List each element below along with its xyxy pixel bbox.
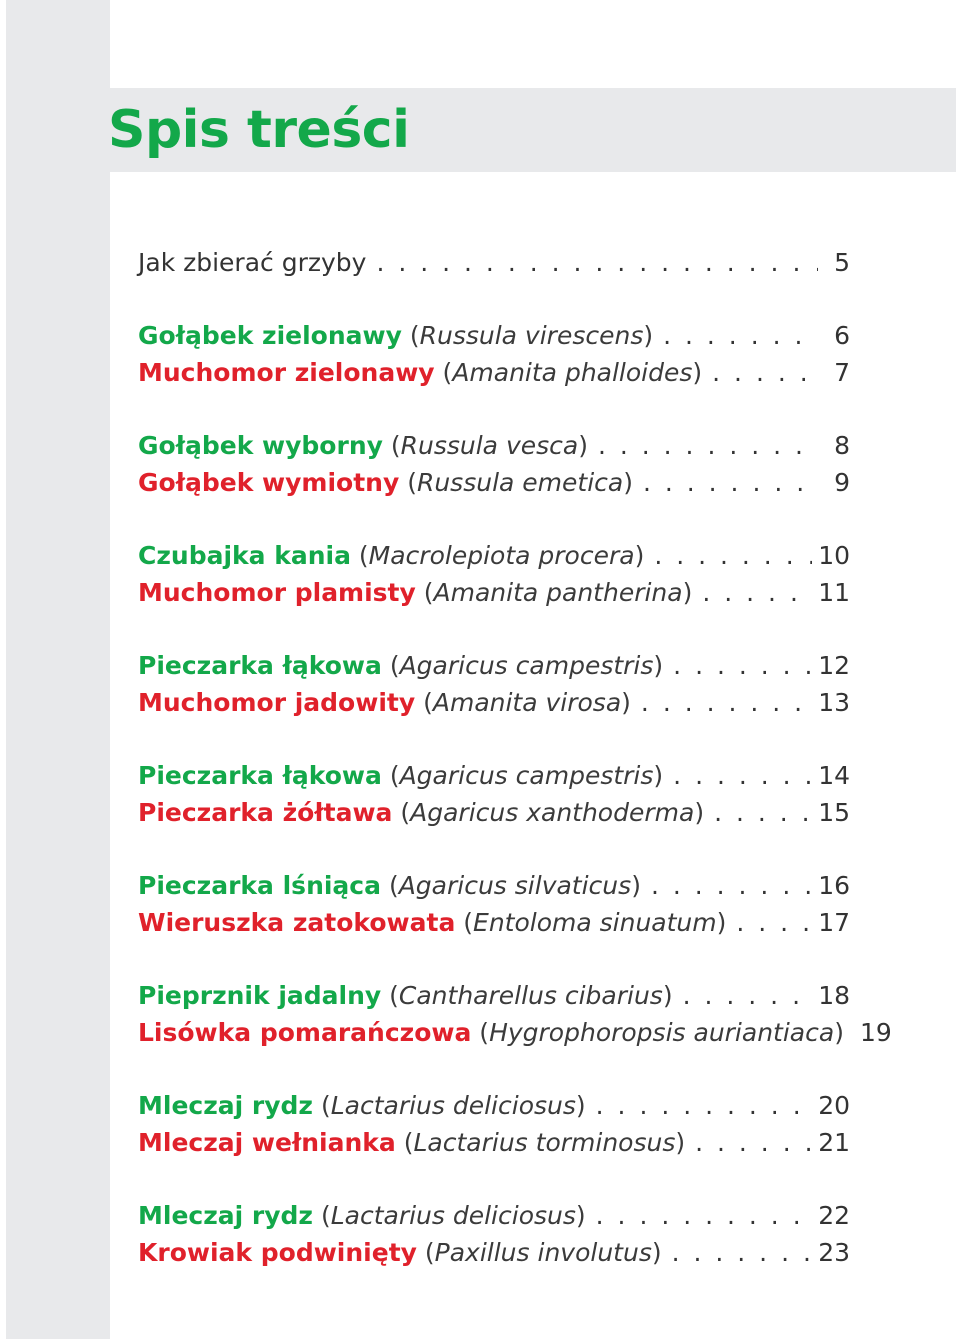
page-number: 6 bbox=[834, 321, 850, 350]
latin-name-text: Agaricus silvaticus bbox=[398, 871, 632, 900]
dot-leader bbox=[683, 979, 813, 1013]
page-number: 14 bbox=[818, 761, 850, 790]
page-number: 7 bbox=[834, 358, 850, 387]
toc-entry-text bbox=[138, 576, 692, 610]
toc-entry[interactable] bbox=[138, 979, 850, 1013]
toc-entry[interactable] bbox=[138, 649, 850, 683]
toc-entry[interactable] bbox=[138, 796, 850, 830]
latin-name-text: Agaricus xanthoderma bbox=[410, 798, 695, 827]
mushroom-name: Pieczarka łąkowa bbox=[138, 761, 382, 790]
latin-name-text: Amanita pantherina bbox=[433, 578, 683, 607]
page-number: 12 bbox=[818, 651, 850, 680]
latin-name: (Amanita phalloides) bbox=[434, 358, 703, 387]
mushroom-name: Wieruszka zatokowata bbox=[138, 908, 456, 937]
dot-leader bbox=[672, 1236, 813, 1270]
dot-leader bbox=[712, 356, 818, 390]
page-number: 21 bbox=[818, 1128, 850, 1157]
mushroom-name: Pieczarka lśniąca bbox=[138, 871, 381, 900]
latin-name: (Cantharellus cibarius) bbox=[381, 981, 673, 1010]
toc-entry[interactable] bbox=[138, 466, 850, 500]
toc-entry[interactable] bbox=[138, 759, 850, 793]
toc-entry-text bbox=[138, 1199, 586, 1233]
toc-entry-text bbox=[138, 1016, 844, 1050]
mushroom-name: Mleczaj rydz bbox=[138, 1091, 313, 1120]
latin-name: (Lactarius torminosus) bbox=[395, 1128, 686, 1157]
dot-leader bbox=[654, 539, 812, 573]
toc-entry-text bbox=[138, 796, 704, 830]
page-title: Spis treści bbox=[108, 100, 410, 160]
page-number: 9 bbox=[834, 468, 850, 497]
toc-entry-text bbox=[138, 869, 641, 903]
toc-entry-text bbox=[138, 1126, 685, 1160]
latin-name: (Lactarius deliciosus) bbox=[313, 1091, 586, 1120]
latin-name: (Agaricus silvaticus) bbox=[381, 871, 641, 900]
mushroom-name: Muchomor zielonawy bbox=[138, 358, 435, 387]
dot-leader bbox=[643, 466, 818, 500]
dot-leader bbox=[596, 1089, 813, 1123]
dot-leader bbox=[598, 429, 818, 463]
dot-leader bbox=[673, 649, 812, 683]
toc-entry[interactable] bbox=[138, 576, 850, 610]
latin-name-text: Hygrophoropsis auriantiaca bbox=[489, 1018, 835, 1047]
toc-entry[interactable] bbox=[138, 319, 850, 353]
dot-leader bbox=[596, 1199, 813, 1233]
page-number: 15 bbox=[818, 798, 850, 827]
page-number: 10 bbox=[818, 541, 850, 570]
toc-entry-text bbox=[138, 906, 726, 940]
dot-leader bbox=[714, 796, 812, 830]
mushroom-name: Krowiak podwinięty bbox=[138, 1238, 417, 1267]
dot-leader bbox=[641, 686, 812, 720]
page-number: 11 bbox=[818, 578, 850, 607]
toc-entry-text bbox=[138, 356, 702, 390]
mushroom-name: Gołąbek wyborny bbox=[138, 431, 383, 460]
latin-name-text: Entoloma sinuatum bbox=[473, 908, 717, 937]
page-number: 23 bbox=[818, 1238, 850, 1267]
latin-name: (Lactarius deliciosus) bbox=[313, 1201, 586, 1230]
toc-entry[interactable] bbox=[138, 539, 850, 573]
mushroom-name: Mleczaj wełnianka bbox=[138, 1128, 396, 1157]
left-margin-bar bbox=[6, 0, 110, 1339]
mushroom-name: Jak zbierać grzyby bbox=[138, 248, 367, 277]
toc-entry-text bbox=[138, 686, 631, 720]
toc-entry[interactable] bbox=[138, 356, 850, 390]
latin-name-text: Agaricus campestris bbox=[399, 651, 654, 680]
mushroom-name: Lisówka pomarańczowa bbox=[138, 1018, 472, 1047]
toc-entry-text bbox=[138, 539, 644, 573]
page-number: 22 bbox=[818, 1201, 850, 1230]
latin-name: (Russula emetica) bbox=[399, 468, 633, 497]
toc-entry-text bbox=[138, 759, 663, 793]
mushroom-name: Muchomor plamisty bbox=[138, 578, 416, 607]
page-number: 20 bbox=[818, 1091, 850, 1120]
toc-entry-text bbox=[138, 466, 633, 500]
toc-entry[interactable] bbox=[138, 1126, 850, 1160]
toc-entry-text bbox=[138, 246, 366, 280]
page-number: 13 bbox=[818, 688, 850, 717]
latin-name-text: Lactarius deliciosus bbox=[330, 1201, 576, 1230]
dot-leader bbox=[376, 246, 818, 280]
latin-name-text: Russula vesca bbox=[400, 431, 579, 460]
toc-entry[interactable] bbox=[138, 246, 850, 280]
latin-name-text: Macrolepiota procera bbox=[368, 541, 635, 570]
toc-entry-text bbox=[138, 1236, 662, 1270]
latin-name-text: Cantharellus cibarius bbox=[398, 981, 663, 1010]
latin-name: (Macrolepiota procera) bbox=[350, 541, 645, 570]
dot-leader bbox=[736, 906, 812, 940]
mushroom-name: Pieczarka łąkowa bbox=[138, 651, 382, 680]
toc-entry[interactable] bbox=[138, 1236, 850, 1270]
latin-name-text: Lactarius torminosus bbox=[413, 1128, 676, 1157]
toc-entry-text bbox=[138, 319, 653, 353]
toc-entry-text bbox=[138, 979, 673, 1013]
latin-name: (Amanita virosa) bbox=[415, 688, 631, 717]
page-number: 16 bbox=[818, 871, 850, 900]
dot-leader bbox=[673, 759, 812, 793]
dot-leader bbox=[695, 1126, 812, 1160]
latin-name-text: Amanita phalloides bbox=[452, 358, 693, 387]
dot-leader bbox=[702, 576, 812, 610]
latin-name: (Paxillus involutus) bbox=[416, 1238, 662, 1267]
dot-leader bbox=[663, 319, 818, 353]
page-number: 18 bbox=[818, 981, 850, 1010]
mushroom-name: Gołąbek wymiotny bbox=[138, 468, 400, 497]
latin-name: (Amanita pantherina) bbox=[415, 578, 693, 607]
latin-name: (Russula virescens) bbox=[401, 321, 654, 350]
dot-leader bbox=[651, 869, 812, 903]
latin-name: (Agaricus campestris) bbox=[381, 651, 664, 680]
toc-entry-text bbox=[138, 649, 663, 683]
latin-name-text: Amanita virosa bbox=[432, 688, 622, 717]
toc-entry[interactable] bbox=[138, 686, 850, 720]
page-number: 5 bbox=[834, 248, 850, 277]
latin-name: (Entoloma sinuatum) bbox=[455, 908, 727, 937]
latin-name: (Agaricus xanthoderma) bbox=[392, 798, 705, 827]
latin-name: (Agaricus campestris) bbox=[381, 761, 664, 790]
toc-entry[interactable] bbox=[138, 906, 850, 940]
mushroom-name: Mleczaj rydz bbox=[138, 1201, 313, 1230]
page-number: 8 bbox=[834, 431, 850, 460]
toc-entry-text bbox=[138, 429, 588, 463]
mushroom-name: Pieczarka żółtawa bbox=[138, 798, 393, 827]
mushroom-name: Gołąbek zielonawy bbox=[138, 321, 402, 350]
toc-entry[interactable] bbox=[138, 1016, 892, 1050]
toc-entry[interactable] bbox=[138, 1089, 850, 1123]
latin-name: (Hygrophoropsis auriantiaca) bbox=[471, 1018, 844, 1047]
mushroom-name: Muchomor jadowity bbox=[138, 688, 416, 717]
page-number: 17 bbox=[818, 908, 850, 937]
latin-name: (Russula vesca) bbox=[382, 431, 588, 460]
toc-entry[interactable] bbox=[138, 1199, 850, 1233]
latin-name-text: Paxillus involutus bbox=[434, 1238, 652, 1267]
toc-entry-text bbox=[138, 1089, 586, 1123]
latin-name-text: Agaricus campestris bbox=[399, 761, 654, 790]
latin-name-text: Russula virescens bbox=[419, 321, 644, 350]
latin-name-text: Lactarius deliciosus bbox=[330, 1091, 576, 1120]
latin-name-text: Russula emetica bbox=[416, 468, 624, 497]
toc-entry[interactable] bbox=[138, 429, 850, 463]
toc-entry[interactable] bbox=[138, 869, 850, 903]
mushroom-name: Pieprznik jadalny bbox=[138, 981, 382, 1010]
mushroom-name: Czubajka kania bbox=[138, 541, 351, 570]
page-number: 19 bbox=[859, 1018, 892, 1047]
